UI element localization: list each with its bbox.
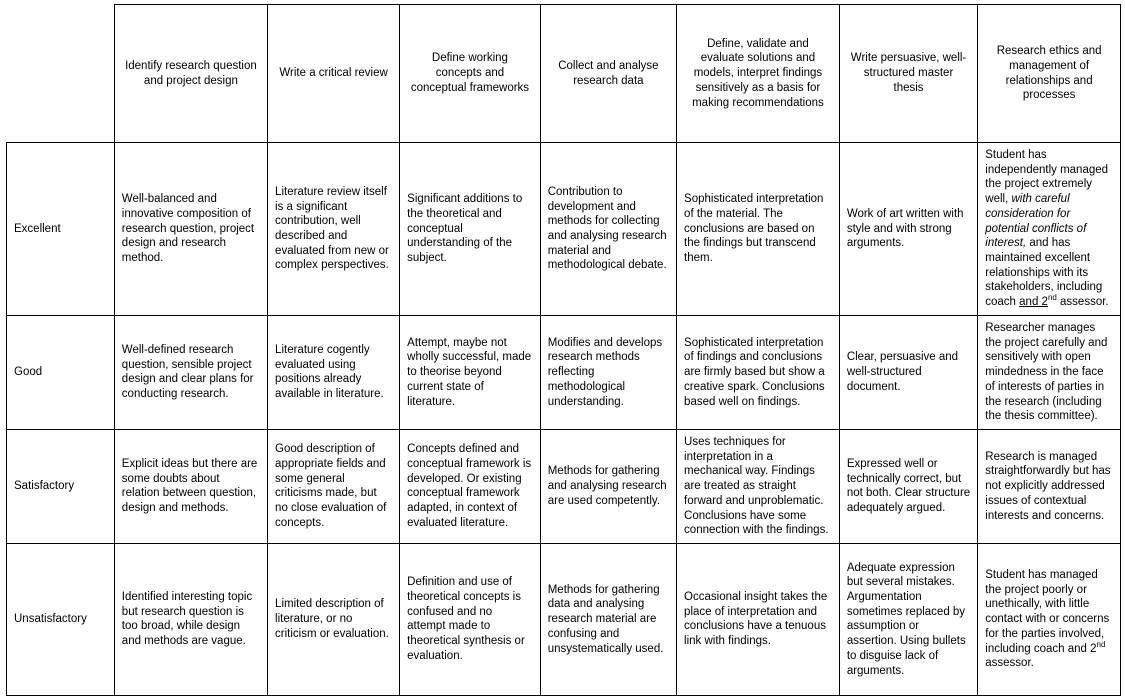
column-header-master-thesis: Write persuasive, well-structured master thesis (839, 5, 977, 143)
assessment-rubric-table (6, 4, 1121, 696)
cell-excellent-research-question: Well-balanced and innovative composition of research question, project design and research method. (114, 143, 267, 316)
cell-good-research-question: Well-defined research question, sensible project design and clear plans for conducting research. (114, 315, 267, 429)
cell-unsatisfactory-working-concepts: Definition and use of theoretical concepts is confused and no attempt made to theoretical synthesis or evaluation. (400, 543, 541, 695)
cell-unsatisfactory-research-ethics (978, 543, 1121, 695)
table-row (7, 429, 1121, 543)
cell-good-solutions-models: Sophisticated interpretation of findings and conclusions are firmly based but show a creative spark. Conclusions based well on findings. (677, 315, 840, 429)
cell-satisfactory-working-concepts: Concepts defined and conceptual framework is developed. Or existing conceptual framework adapted, in context of evaluated literature. (400, 429, 541, 543)
table-body (7, 143, 1121, 696)
cell-text-plain-2: and has maintained excellent relationships with its stakeholders, including coach (985, 237, 1103, 309)
row-label-unsatisfactory: Unsatisfactory (7, 543, 115, 695)
cell-unsatisfactory-research-data: Methods for gathering data and analysing research material are confusing and unsystematically used. (540, 543, 676, 695)
table-row (7, 315, 1121, 429)
ordinal-superscript: nd (1096, 639, 1106, 649)
cell-good-research-ethics: Researcher manages the project carefully and sensitively with open mindedness in the face of interests of parties in the research (including the thesis committee). (978, 315, 1121, 429)
column-header-research-ethics: Research ethics and management of relationships and processes (978, 5, 1121, 143)
cell-text-plain-1: Student has managed the project poorly or unethically, with little contact with or concerns for the parties involved, including coach and 2 (985, 568, 1110, 655)
header-corner-blank (7, 5, 115, 143)
cell-good-master-thesis: Clear, persuasive and well-structured document. (839, 315, 977, 429)
table-row (7, 143, 1121, 316)
cell-excellent-master-thesis: Work of art written with style and with strong arguments. (839, 143, 977, 316)
cell-excellent-research-data: Contribution to development and methods for collecting and analysing research material and methodological debate. (540, 143, 676, 316)
cell-satisfactory-solutions-models: Uses techniques for interpretation in a mechanical way. Findings are treated as straight forward and unproblematic. Conclusions have some connection with the findings. (677, 429, 840, 543)
column-header-research-data: Collect and analyse research data (540, 5, 676, 143)
cell-unsatisfactory-solutions-models: Occasional insight takes the place of interpretation and conclusions have a tenuous link with findings. (677, 543, 840, 695)
cell-text-plain-2: assessor. (985, 657, 1034, 670)
ordinal-superscript: nd (1047, 293, 1057, 303)
cell-excellent-solutions-models: Sophisticated interpretation of the material. The conclusions are based on the findings but transcend them. (677, 143, 840, 316)
table-header (7, 5, 1121, 143)
cell-satisfactory-research-data: Methods for gathering and analysing research are used competently. (540, 429, 676, 543)
column-header-research-question: Identify research question and project design (114, 5, 267, 143)
cell-excellent-research-ethics (978, 143, 1121, 316)
column-header-working-concepts: Define working concepts and conceptual frameworks (400, 5, 541, 143)
cell-satisfactory-critical-review: Good description of appropriate fields and some general criticisms made, but no close evaluation of concepts. (268, 429, 400, 543)
column-header-critical-review: Write a critical review (268, 5, 400, 143)
cell-good-working-concepts: Attempt, maybe not wholly successful, made to theorise beyond current state of literature. (400, 315, 541, 429)
table-row (7, 543, 1121, 695)
cell-satisfactory-master-thesis: Expressed well or technically correct, but not both. Clear structure adequately argued. (839, 429, 977, 543)
header-row (7, 5, 1121, 143)
row-label-good: Good (7, 315, 115, 429)
cell-good-critical-review: Literature cogently evaluated using positions already available in literature. (268, 315, 400, 429)
cell-text-plain-1: Student has independently managed the project extremely well, (985, 149, 1109, 206)
cell-text-plain-3: assessor. (1056, 296, 1109, 309)
cell-good-research-data: Modifies and develops research methods reflecting methodological understanding. (540, 315, 676, 429)
cell-unsatisfactory-research-question: Identified interesting topic but research question is too broad, while design and methods are vague. (114, 543, 267, 695)
cell-satisfactory-research-question: Explicit ideas but there are some doubts about relation between question, design and methods. (114, 429, 267, 543)
cell-satisfactory-research-ethics: Research is managed straightforwardly but has not explicitly addressed issues of contextual interests and concerns. (978, 429, 1121, 543)
column-header-solutions-models: Define, validate and evaluate solutions and models, interpret findings sensitively as a basis for making recommendations (677, 5, 840, 143)
row-label-satisfactory: Satisfactory (7, 429, 115, 543)
cell-unsatisfactory-master-thesis: Adequate expression but several mistakes. Argumentation sometimes replaced by assumption or assertion. Using bullets to disguise lack of arguments. (839, 543, 977, 695)
row-label-excellent: Excellent (7, 143, 115, 316)
cell-excellent-working-concepts: Significant additions to the theoretical and conceptual understanding of the subject. (400, 143, 541, 316)
cell-unsatisfactory-critical-review: Limited description of literature, or no criticism or evaluation. (268, 543, 400, 695)
cell-excellent-critical-review: Literature review itself is a significant contribution, well described and evaluated from new or complex perspectives. (268, 143, 400, 316)
cell-text-underlined: and 2 (1019, 296, 1048, 309)
cell-text-italic: with careful consideration for potential conflicts of interest, (985, 193, 1087, 250)
